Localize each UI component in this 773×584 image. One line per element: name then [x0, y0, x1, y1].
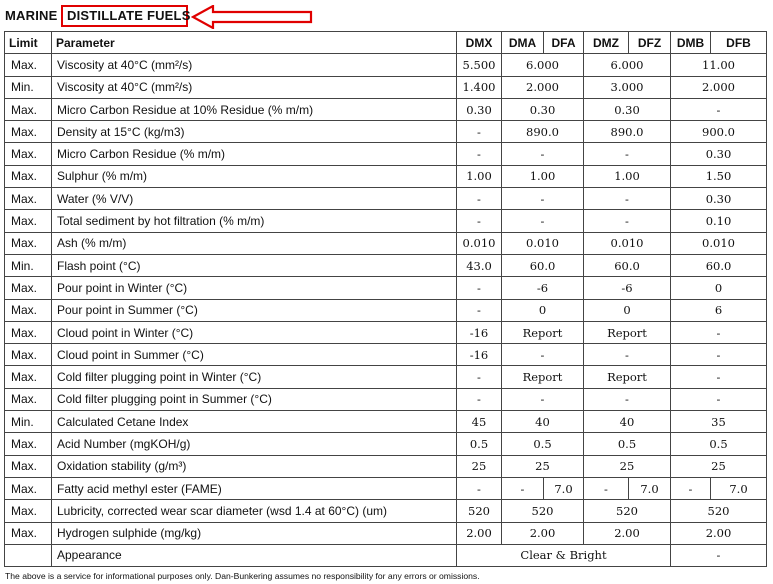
parameter-cell: Viscosity at 40°C (mm²/s)	[52, 76, 457, 98]
parameter-cell: Density at 15°C (kg/m3)	[52, 121, 457, 143]
limit-cell: Max.	[5, 210, 52, 232]
dmx-cell: 5.500	[457, 54, 502, 76]
dmx-cell: 0.5	[457, 433, 502, 455]
table-row	[5, 299, 767, 321]
table-row	[5, 188, 767, 210]
parameter-cell: Sulphur (% m/m)	[52, 165, 457, 187]
limit-cell: Min.	[5, 76, 52, 98]
dma-dfa-cell: -	[502, 388, 584, 410]
dmb-dfb-cell: 60.0	[671, 254, 767, 276]
dma-dfa-cell: Report	[502, 321, 584, 343]
limit-cell: Max.	[5, 522, 52, 544]
limit-cell: Max.	[5, 54, 52, 76]
dma-dfa-cell: 2.000	[502, 76, 584, 98]
limit-cell: Max.	[5, 477, 52, 499]
parameter-cell: Lubricity, corrected wear scar diameter (wsd 1.4 at 60°C) (um)	[52, 500, 457, 522]
limit-cell: Max.	[5, 165, 52, 187]
dma-dfa-cell: 40	[502, 411, 584, 433]
dmx-cell: -	[457, 210, 502, 232]
dmx-cell: 1.400	[457, 76, 502, 98]
dma-dfa-cell: 0.5	[502, 433, 584, 455]
limit-cell: Max.	[5, 98, 52, 120]
limit-cell: Max.	[5, 299, 52, 321]
dmb-dfb-cell: -	[671, 544, 767, 566]
table-row	[5, 76, 767, 98]
dmx-cell: 520	[457, 500, 502, 522]
table-row	[5, 210, 767, 232]
parameter-cell: Fatty acid methyl ester (FAME)	[52, 477, 457, 499]
parameter-cell: Appearance	[52, 544, 457, 566]
header-dfb: DFB	[711, 32, 767, 54]
dmz-dfz-cell: 40	[584, 411, 671, 433]
dmx-cell: 25	[457, 455, 502, 477]
parameter-cell: Micro Carbon Residue at 10% Residue (% m/m)	[52, 98, 457, 120]
dmz-dfz-cell: 25	[584, 455, 671, 477]
limit-cell: Max.	[5, 344, 52, 366]
dmx-cell: -	[457, 366, 502, 388]
dmz-dfz-cell: 890.0	[584, 121, 671, 143]
table-row	[5, 522, 767, 544]
dmx-cell: -	[457, 477, 502, 499]
dmz-dfz-cell: 60.0	[584, 254, 671, 276]
table-row	[5, 277, 767, 299]
table-row	[5, 500, 767, 522]
dmx-cell: -16	[457, 344, 502, 366]
dma-dfa-cell: 6.000	[502, 54, 584, 76]
dmz-dfz-cell: 520	[584, 500, 671, 522]
header-dma: DMA	[502, 32, 544, 54]
limit-cell: Max.	[5, 366, 52, 388]
dmz-cell: -	[584, 477, 629, 499]
dmb-dfb-cell: 25	[671, 455, 767, 477]
dmx-cell: 2.00	[457, 522, 502, 544]
dma-cell: -	[502, 477, 544, 499]
dmx-cell: 1.00	[457, 165, 502, 187]
dmz-dfz-cell: 0.5	[584, 433, 671, 455]
dmb-dfb-cell: -	[671, 388, 767, 410]
dmb-dfb-cell: 520	[671, 500, 767, 522]
dmx-cell: -	[457, 121, 502, 143]
table-row	[5, 366, 767, 388]
parameter-cell: Total sediment by hot filtration (% m/m)	[52, 210, 457, 232]
limit-cell: Max.	[5, 277, 52, 299]
dmb-dfb-cell: -	[671, 366, 767, 388]
table-row	[5, 98, 767, 120]
limit-cell: Max.	[5, 433, 52, 455]
parameter-cell: Oxidation stability (g/m³)	[52, 455, 457, 477]
table-row	[5, 321, 767, 343]
dma-dfa-cell: -	[502, 210, 584, 232]
dmx-cell: -	[457, 388, 502, 410]
document-title	[5, 5, 765, 27]
header-dfa: DFA	[544, 32, 584, 54]
dmx-cell: -	[457, 188, 502, 210]
dma-dfa-cell: 1.00	[502, 165, 584, 187]
title-marine: MARINE	[5, 8, 58, 23]
dmz-dfz-cell: 3.000	[584, 76, 671, 98]
dma-dfa-cell: 0	[502, 299, 584, 321]
table-row	[5, 433, 767, 455]
dma-dfa-cell: 2.00	[502, 522, 584, 544]
parameter-cell: Micro Carbon Residue (% m/m)	[52, 143, 457, 165]
table-row	[5, 121, 767, 143]
dmb-dfb-cell: 2.000	[671, 76, 767, 98]
table-row	[5, 411, 767, 433]
dmx-cell: 0.010	[457, 232, 502, 254]
dmb-dfb-cell: 2.00	[671, 522, 767, 544]
table-row	[5, 455, 767, 477]
dmx-cell: -16	[457, 321, 502, 343]
dmb-dfb-cell: 0	[671, 277, 767, 299]
dmx-cell: -	[457, 299, 502, 321]
dmx-cell: -	[457, 143, 502, 165]
dmb-dfb-cell: -	[671, 321, 767, 343]
appearance-value-cell: Clear & Bright	[457, 544, 671, 566]
dfa-cell: 7.0	[544, 477, 584, 499]
table-row	[5, 544, 767, 566]
dmb-dfb-cell: 0.010	[671, 232, 767, 254]
parameter-cell: Calculated Cetane Index	[52, 411, 457, 433]
limit-cell	[5, 544, 52, 566]
dma-dfa-cell: Report	[502, 366, 584, 388]
parameter-cell: Hydrogen sulphide (mg/kg)	[52, 522, 457, 544]
dmz-dfz-cell: 6.000	[584, 54, 671, 76]
table-row	[5, 54, 767, 76]
dmb-dfb-cell: 1.50	[671, 165, 767, 187]
dma-dfa-cell: -	[502, 143, 584, 165]
dmz-dfz-cell: -	[584, 143, 671, 165]
dmx-cell: -	[457, 277, 502, 299]
title-distillate-fuels: DISTILLATE FUELS	[67, 8, 191, 23]
dmx-cell: 0.30	[457, 98, 502, 120]
dma-dfa-cell: 25	[502, 455, 584, 477]
disclaimer-footer: The above is a service for informational purposes only. Dan-Bunkering assumes no responsibility for any errors or omissions.	[5, 571, 480, 581]
dmz-dfz-cell: 0.010	[584, 232, 671, 254]
table-row	[5, 165, 767, 187]
parameter-cell: Cold filter plugging point in Winter (°C)	[52, 366, 457, 388]
header-dfz: DFZ	[629, 32, 671, 54]
header-dmb: DMB	[671, 32, 711, 54]
limit-cell: Min.	[5, 254, 52, 276]
dmb-dfb-cell: 35	[671, 411, 767, 433]
parameter-cell: Pour point in Winter (°C)	[52, 277, 457, 299]
dmb-cell: -	[671, 477, 711, 499]
dma-dfa-cell: -	[502, 188, 584, 210]
dmz-dfz-cell: Report	[584, 321, 671, 343]
table-row	[5, 143, 767, 165]
parameter-cell: Cloud point in Summer (°C)	[52, 344, 457, 366]
limit-cell: Max.	[5, 321, 52, 343]
dmz-dfz-cell: -	[584, 188, 671, 210]
dmb-dfb-cell: 900.0	[671, 121, 767, 143]
limit-cell: Max.	[5, 143, 52, 165]
table-row	[5, 254, 767, 276]
limit-cell: Max.	[5, 188, 52, 210]
dmb-dfb-cell: 0.30	[671, 188, 767, 210]
parameter-cell: Cloud point in Winter (°C)	[52, 321, 457, 343]
parameter-cell: Flash point (°C)	[52, 254, 457, 276]
dmz-dfz-cell: -6	[584, 277, 671, 299]
limit-cell: Max.	[5, 232, 52, 254]
parameter-cell: Water (% V/V)	[52, 188, 457, 210]
limit-cell: Max.	[5, 388, 52, 410]
limit-cell: Min.	[5, 411, 52, 433]
dmz-dfz-cell: 0	[584, 299, 671, 321]
dmb-dfb-cell: 6	[671, 299, 767, 321]
limit-cell: Max.	[5, 455, 52, 477]
header-parameter: Parameter	[52, 32, 457, 54]
dmz-dfz-cell: 0.30	[584, 98, 671, 120]
dma-dfa-cell: -	[502, 344, 584, 366]
dmb-dfb-cell: -	[671, 98, 767, 120]
dmz-dfz-cell: 1.00	[584, 165, 671, 187]
dmz-dfz-cell: Report	[584, 366, 671, 388]
parameter-cell: Cold filter plugging point in Summer (°C)	[52, 388, 457, 410]
left-arrow-icon	[191, 5, 313, 29]
dma-dfa-cell: 0.010	[502, 232, 584, 254]
dmx-cell: 45	[457, 411, 502, 433]
parameter-cell: Pour point in Summer (°C)	[52, 299, 457, 321]
header-dmz: DMZ	[584, 32, 629, 54]
limit-cell: Max.	[5, 121, 52, 143]
dmz-dfz-cell: -	[584, 210, 671, 232]
dmz-dfz-cell: -	[584, 344, 671, 366]
header-dmx: DMX	[457, 32, 502, 54]
dfz-cell: 7.0	[629, 477, 671, 499]
header-row	[5, 32, 767, 54]
dmb-dfb-cell: -	[671, 344, 767, 366]
dmz-dfz-cell: -	[584, 388, 671, 410]
dmb-dfb-cell: 0.30	[671, 143, 767, 165]
dfb-cell: 7.0	[711, 477, 767, 499]
limit-cell: Max.	[5, 500, 52, 522]
spec-table	[4, 31, 767, 567]
dmb-dfb-cell: 0.5	[671, 433, 767, 455]
dmz-dfz-cell: 2.00	[584, 522, 671, 544]
parameter-cell: Viscosity at 40°C (mm²/s)	[52, 54, 457, 76]
table-row	[5, 232, 767, 254]
dmx-cell: 43.0	[457, 254, 502, 276]
dmb-dfb-cell: 0.10	[671, 210, 767, 232]
table-row	[5, 344, 767, 366]
parameter-cell: Ash (% m/m)	[52, 232, 457, 254]
dma-dfa-cell: 60.0	[502, 254, 584, 276]
header-limit: Limit	[5, 32, 52, 54]
dma-dfa-cell: 520	[502, 500, 584, 522]
table-row	[5, 477, 767, 499]
dma-dfa-cell: 0.30	[502, 98, 584, 120]
dma-dfa-cell: -6	[502, 277, 584, 299]
dmb-dfb-cell: 11.00	[671, 54, 767, 76]
table-row	[5, 388, 767, 410]
parameter-cell: Acid Number (mgKOH/g)	[52, 433, 457, 455]
dma-dfa-cell: 890.0	[502, 121, 584, 143]
